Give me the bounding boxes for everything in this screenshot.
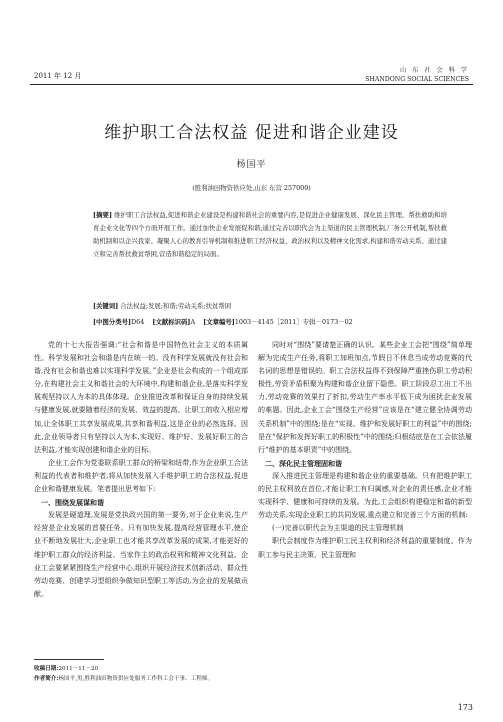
body-paragraph: 深入推进民主管理是构建和谐企业的重要基础。只有把维护职工的民主权利放在首位,才能让职工有归属感,对企业的责任感,企业才能实现科学、健康和可持续的发展。为此,工会组织构建稳定和谐的新型劳动关系,实现企业职工的共同发展,重点建立和完善三个方面的机制:	[258, 471, 472, 520]
journal-name	[365, 66, 469, 84]
body-paragraph: 企业工会作为党委联系职工群众的桥梁和纽带,作为企业职工合法利益的代表者和维护者,将从加快发展入手维护职工的合法权益,促进企业和谐健康发展。笔者提出思考如下:	[34, 458, 248, 494]
received-label: 收稿日期:	[34, 666, 59, 672]
author-name: 杨国平	[236, 160, 267, 170]
keywords	[93, 301, 231, 310]
journal-name-cn: 山 东 社 会 科 学	[400, 67, 469, 74]
abstract-text: 维护职工合法权益,促进和谐企业建设是构建和谐社会的重要内容,是促进企业健康发展、深化民主管理、帮扶救助和培育企业文化等四个方面开展工作。通过加快企业发展促和谐,通过完善以职代会为主渠道的民主管理机制,厂务公开机制,帮扶救助机制和以企兴我家、凝聚人心的教育引导机制和推进职工经济权益、政治权利以及精神文化需求,构建和谐劳动关系。通过建立和完善帮扶救贫帮困,营造和谐稳定的局面。	[93, 211, 447, 258]
body-paragraph: 职代会制度作为维护职工民主权利和经济利益的重要制度。作为职工参与民主决策、民主管理和	[258, 537, 472, 559]
author-bio	[34, 674, 213, 684]
journal-name-en: SHANDONG SOCIAL SCIENCES	[365, 76, 469, 83]
keywords-text: 合法权益;发展;和谐;劳动关系;扶贫帮困	[120, 302, 232, 310]
body-column-right	[258, 339, 472, 562]
subsection-heading: (一)完善以职代会为主渠道的民主管理机制	[272, 524, 404, 533]
abstract-label: [摘要]	[93, 211, 112, 219]
received-value: 2011－11－20	[58, 666, 99, 672]
doc-code-label: [文献标识码]	[152, 318, 191, 326]
keywords-label: [关键词]	[93, 302, 119, 310]
body-paragraph: 同时对“围绕”要请楚正确的认识。某些企业工会把“围绕”简单理解为完成生产任务,将职工加班加点,节假日不休息当成劳动竞赛的代名词的思想是错误的。职工合法权益得不到保障严重挫伤职工劳动积极性,劳资矛盾积聚为构建和谐企业留下隐患。职工阶段忍工出工不出力,劳动竞赛的效果打了折扣,劳动生产率水平低下成为困扰企业发展的难题。因此,企业工会“围绕生产经营”应该是在“建立健全协调劳动关系机制”中的围绕;是在“实现、维护和发展好职工的利益”中的围绕;是在“保护和发挥好职工的积极性”中的围绕;归根结底是在工会依法履行“维护的基本职责”中的围绕。	[258, 341, 472, 454]
header-rule	[30, 84, 473, 85]
section-heading: 二、深化民主管理固和谐	[265, 458, 342, 468]
footnote-rule	[34, 659, 104, 660]
doc-code-value: A	[190, 318, 196, 326]
issue-date: 2011 年 12 月	[34, 72, 82, 80]
author-affiliation: (胜利油田物资供应处,山东 东营 257000)	[192, 184, 311, 192]
received-date	[34, 664, 213, 674]
body-column-left	[34, 339, 248, 601]
article-no-value: 1003－4145［2011］专辑－0173－02	[234, 318, 353, 326]
classification-row	[93, 317, 353, 326]
body-paragraph: 发展是硬道理,发展是党执政兴国的第一要务,对于企业来说,生产经营是企业发展的首要任务。只有加快发展,提高经营管理水平,使企业不断地发展壮大,企业职工也才能共享改革发展的成果,才能更好的维护职工群众的经济利益、当家作主的政治权利和精神文化利益。企业工会要紧紧围绕生产经营中心,组织开展经济技术创新活动、群众性劳动竞赛、创建学习型组织争做知识型职工等活动,为企业的发展做贡献。	[34, 511, 248, 598]
page-number: 173	[457, 703, 473, 712]
clc-value: D64	[131, 318, 145, 326]
body-paragraph: 党的十七大报告强调:“社会和谐是中国特色社会主义的本质属性。科学发展和社会和谐是内在统一的。没有科学发展就没有社会和谐,没有社会和谐也难以实现科学发展。”企业是社会构成的一个组成部分,在构建社会主义和谐社会的大环境中,构建和谐企业,是落实科学发展观坚持以人为本的具体体现。企业推进改革和保证自身的持续发展与健康发展,就要随着经济的发展、效益的提高、让职工的收入相应增加,让全体职工共享发展成果,共享和谐利益,这是企业的必然选择。因此,企业领导者只有坚持以人为本,实现好、维护好、发展好职工的合法利益,才能实现创建和谐企业的目标。	[34, 341, 248, 454]
footnote	[34, 664, 213, 684]
author-bio-label: 作者简介:	[34, 676, 59, 682]
article-title: 维护职工合法权益 促进和谐企业建设	[104, 123, 399, 143]
abstract	[93, 209, 447, 261]
clc-label: [中图分类号]	[93, 318, 132, 326]
article-no-label: [文章编号]	[203, 318, 235, 326]
section-heading: 一、围绕发展谋和谐	[41, 498, 104, 508]
author-bio-value: 杨国平,男,胜利油田物资供应处服务工作科工会干事、工程师。	[58, 676, 214, 682]
